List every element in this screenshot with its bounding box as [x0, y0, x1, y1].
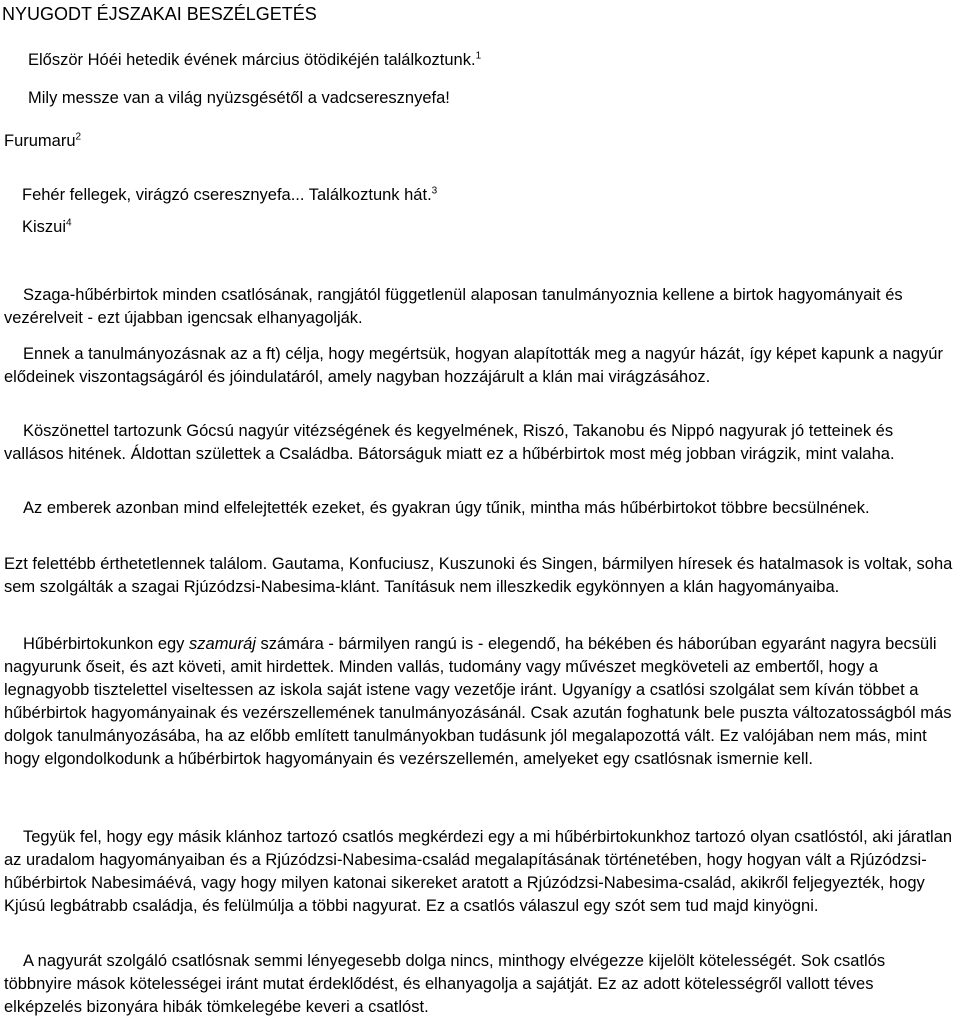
paragraph-text: számára - bármilyen rangú is - elegendő, ha békében és háborúban egyaránt nagyra becsüli nagyurunk őseit, és azt követi, amit hirdettek. Minden vallás, tudomány vagy művészet megköveteli az embertől, hogy a legnagyobb tisztelettel viseltessen az iskola saját istene vagy vezetője iránt. Ugyanígy a csatlósi szolgálat sem kíván többet a hűbérbirtok hagyományainak és vezérszellemének tanulmányozásánál. Csak azután foghatunk bele puszta változatosságból más dolgok tanulmányozásába, ha az előbb említett tanulmányokban tudásunk jól megalapozottá vált. Ez valójában nem más, mint hogy elgondolkodunk a hűbérbirtok hagyományain és vezérszellemén, amelyeket egy csatlósnak ismernie kell. — [4, 635, 952, 768]
paragraph-text: Ezt felettébb érthetetlennek találom. Gautama, Konfuciusz, Kuszunoki és Singen, bármilyen híresek és hatalmasok is voltak, soha sem szolgálták a szagai Rjúzódzsi-Nabesima-klánt. Tanításuk nem illeszkedik egykönnyen a klán hagyományaiba. — [4, 555, 953, 596]
poem-author-name: Furumaru — [4, 132, 76, 150]
footnote-marker: 4 — [66, 217, 72, 229]
paragraph-text: Az emberek azonban mind elfelejtették ezeket, és gyakran úgy tűnik, mintha más hűbérbirtokot többre becsülnének. — [23, 499, 870, 517]
footnote-marker: 3 — [431, 185, 438, 197]
poem-author — [22, 217, 72, 237]
poem-author — [4, 131, 81, 151]
poem-line-text: Először Hóéi hetedik évének március ötödikéjén találkoztunk. — [28, 51, 476, 69]
paragraph — [4, 826, 956, 918]
paragraph-text: Hűbérbirtokunkon egy — [23, 635, 190, 653]
paragraph — [4, 343, 956, 389]
paragraph-text: Tegyük fel, hogy egy másik klánhoz tartozó csatlós megkérdezi egy a mi hűbérbirtokunkhoz tartozó olyan csatlóstól, aki járatlan az uradalom hagyományaiban és a Rjúzódzsi-Nabesima-család megalapításának történetében, hogy hogyan vált a Rjúzódzsi-hűbérbirtok Nabesimáévá, vagy hogy milyen katonai sikereket aratott a Rjúzódzsi-Nabesima-család, akikről feljegyezték, hogy Kjúsú legbátrabb családja, és felülmúlja a többi nagyurat. Ez a csatlós válaszul egy szót sem tud majd kinyögni. — [4, 828, 953, 915]
footnote-marker: 1 — [475, 50, 482, 62]
page-title: NYUGODT ÉJSZAKAI BESZÉLGETÉS — [2, 4, 317, 24]
poem-line — [28, 50, 481, 70]
paragraph — [4, 633, 956, 771]
poem-line — [22, 185, 437, 205]
paragraph — [4, 950, 956, 1019]
footnote-marker: 2 — [75, 131, 82, 143]
poem-line: Mily messze van a világ nyüzsgésétől a vadcseresznyefa! — [28, 89, 450, 107]
emphasized-term: szamuráj — [189, 635, 256, 653]
poem-author-name: Kiszui — [22, 218, 67, 236]
paragraph — [4, 553, 956, 599]
paragraph-text: Ennek a tanulmányozásnak az a ft) célja, hogy megértsük, hogyan alapították meg a nagyúr házát, így képet kapunk a nagyúr elődeinek viszontagságáról és jóindulatáról, amely nagyban hozzájárult a klán mai virágzásához. — [4, 345, 943, 386]
paragraph-text: Köszönettel tartozunk Gócsú nagyúr vitézségének és kegyelmének, Riszó, Takanobu és Nippó nagyurak jó tetteinek és vallásos hitének. Áldottan születtek a Családba. Bátorságuk miatt ez a hűbérbirtok most még jobban virágzik, mint valaha. — [4, 422, 895, 463]
paragraph-text: A nagyurát szolgáló csatlósnak semmi lényegesebb dolga nincs, minthogy elvégezze kijelölt kötelességét. Sok csatlós többnyire mások kötelességei iránt mutat érdeklődést, és elhanyagolja a sajátját. Ez az adott kötelességről vallott téves elképzelés bizonyára hibák tömkelegébe keveri a csatlóst. — [4, 952, 886, 1016]
paragraph — [4, 420, 956, 466]
paragraph-text: Szaga-hűbérbirtok minden csatlósának, rangjától függetlenül alaposan tanulmányoznia kellene a birtok hagyományait és vezérelveit - ezt újabban igencsak elhanyagolják. — [4, 286, 903, 327]
paragraph — [4, 497, 956, 520]
poem-line-text: Fehér fellegek, virágzó cseresznyefa... Találkoztunk hát. — [22, 186, 432, 204]
paragraph — [4, 284, 956, 330]
